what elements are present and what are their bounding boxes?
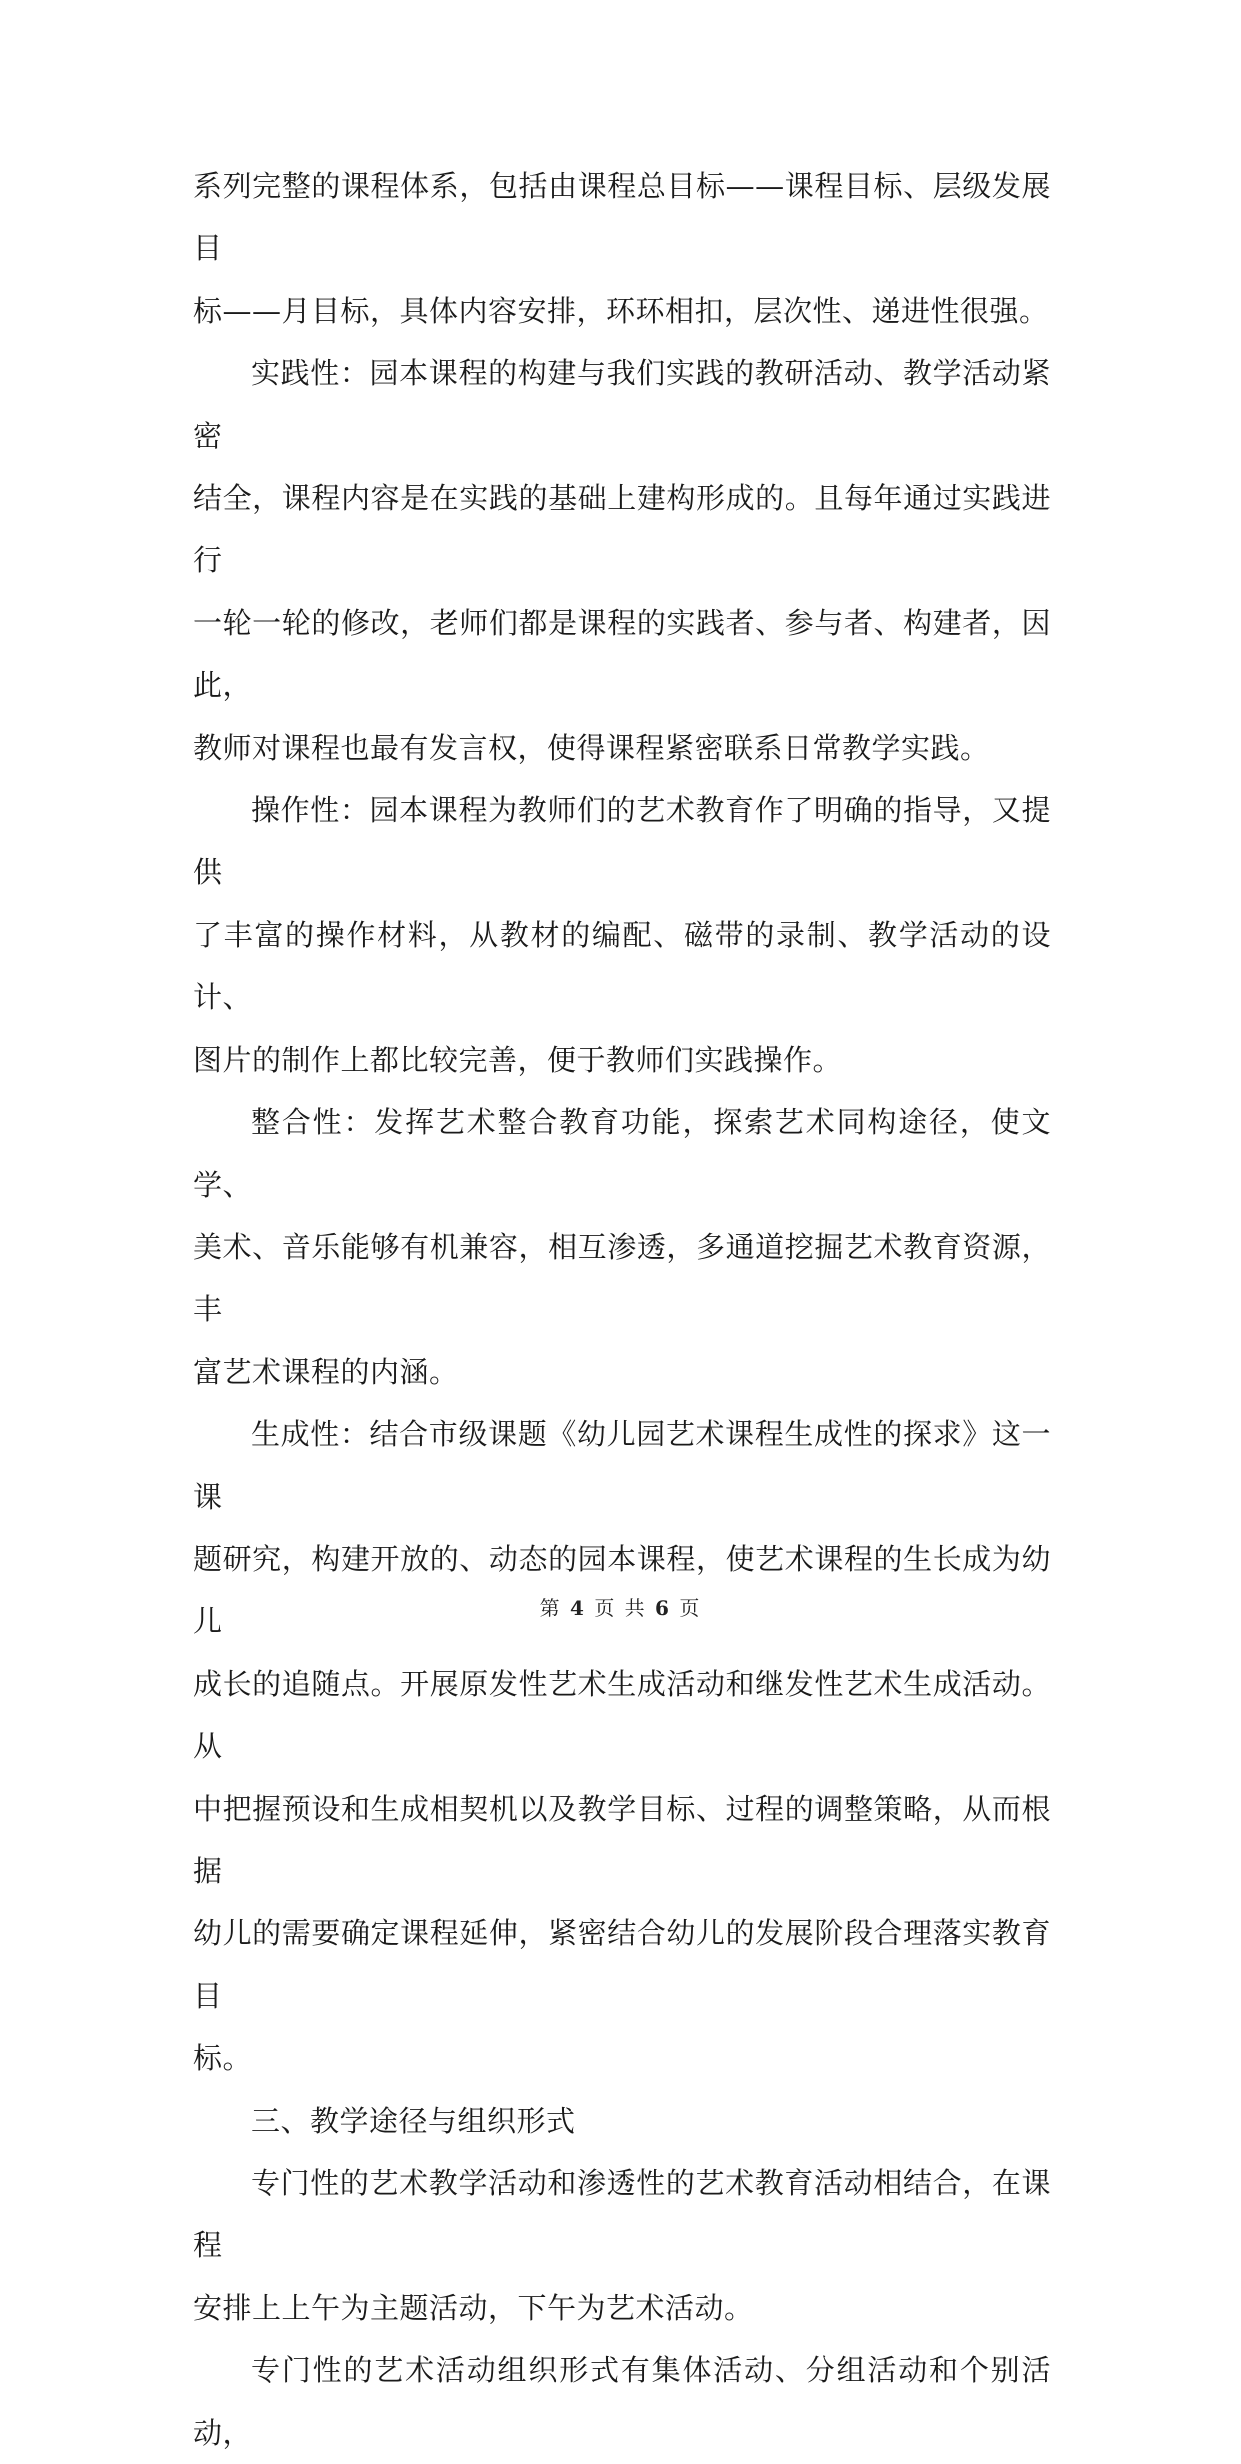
footer-middle: 页 共 <box>594 1596 647 1620</box>
section-heading <box>193 2090 1051 2152</box>
paragraph-teaching-approach <box>193 2152 1051 2339</box>
text-line: 系列完整的课程体系，包括由课程总目标——课程目标、层级发展目 <box>193 169 1051 266</box>
paragraph-practicality <box>193 342 1051 779</box>
footer-prefix: 第 <box>539 1596 562 1620</box>
document-body <box>193 155 1051 2464</box>
text-line: 幼儿的需要确定课程延伸，紧密结合幼儿的发展阶段合理落实教育目 <box>193 1916 1051 2013</box>
text-line: 结全，课程内容是在实践的基础上建构形成的。且每年通过实践进行 <box>193 481 1051 578</box>
text-line: 标——月目标，具体内容安排，环环相扣，层次性、递进性很强。 <box>193 293 1049 328</box>
text-line: 美术、音乐能够有机兼容，相互渗透，多通道挖掘艺术教育资源，丰 <box>193 1229 1051 1327</box>
text-line: 了丰富的操作材料，从教材的编配、磁带的录制、教学活动的设计、 <box>193 917 1051 1015</box>
footer-total-pages: 6 <box>655 1596 671 1620</box>
text-line: 一轮一轮的修改，老师们都是课程的实践者、参与者、构建者，因此， <box>193 605 1051 703</box>
footer-suffix: 页 <box>679 1596 702 1620</box>
text-line: 成长的追随点。开展原发性艺术生成活动和继发性艺术生成活动。从 <box>193 1666 1051 1764</box>
paragraph-generativity <box>193 1403 1051 2089</box>
text-line: 操作性：园本课程为教师们的艺术教育作了明确的指导，又提供 <box>193 793 1051 890</box>
text-line: 专门性的艺术教学活动和渗透性的艺术教育活动相结合，在课程 <box>193 2166 1051 2263</box>
text-line: 整合性：发挥艺术整合教育功能，探索艺术同构途径，使文学、 <box>193 1105 1051 1202</box>
text-line: 专门性的艺术活动组织形式有集体活动、分组活动和个别活动， <box>193 2353 1051 2450</box>
text-line: 生成性：结合市级课题《幼儿园艺术课程生成性的探求》这一课 <box>193 1417 1051 1514</box>
text-line: 标。 <box>193 2041 253 2076</box>
text-line: 实践性：园本课程的构建与我们实践的教研活动、教学活动紧密 <box>193 356 1051 453</box>
paragraph-organization-forms <box>193 2339 1051 2464</box>
paragraph-integration <box>193 1091 1051 1403</box>
text-line: 图片的制作上都比较完善，便于教师们实践操作。 <box>193 1042 843 1077</box>
text-line: 教师对课程也最有发言权，使得课程紧密联系日常教学实践。 <box>193 730 990 765</box>
paragraph <box>193 155 1051 342</box>
text-line: 中把握预设和生成相契机以及教学目标、过程的调整策略，从而根据 <box>193 1791 1051 1888</box>
footer-page-number: 4 <box>570 1596 586 1620</box>
paragraph-operability <box>193 779 1051 1091</box>
text-line: 富艺术课程的内涵。 <box>193 1354 459 1389</box>
heading-text: 三、教学途径与组织形式 <box>251 2103 576 2138</box>
page-footer <box>0 1592 1241 1621</box>
text-line: 题研究，构建开放的、动态的园本课程，使艺术课程的生长成为幼儿 <box>193 1541 1051 1639</box>
text-line: 安排上上午为主题活动，下午为艺术活动。 <box>193 2290 754 2325</box>
